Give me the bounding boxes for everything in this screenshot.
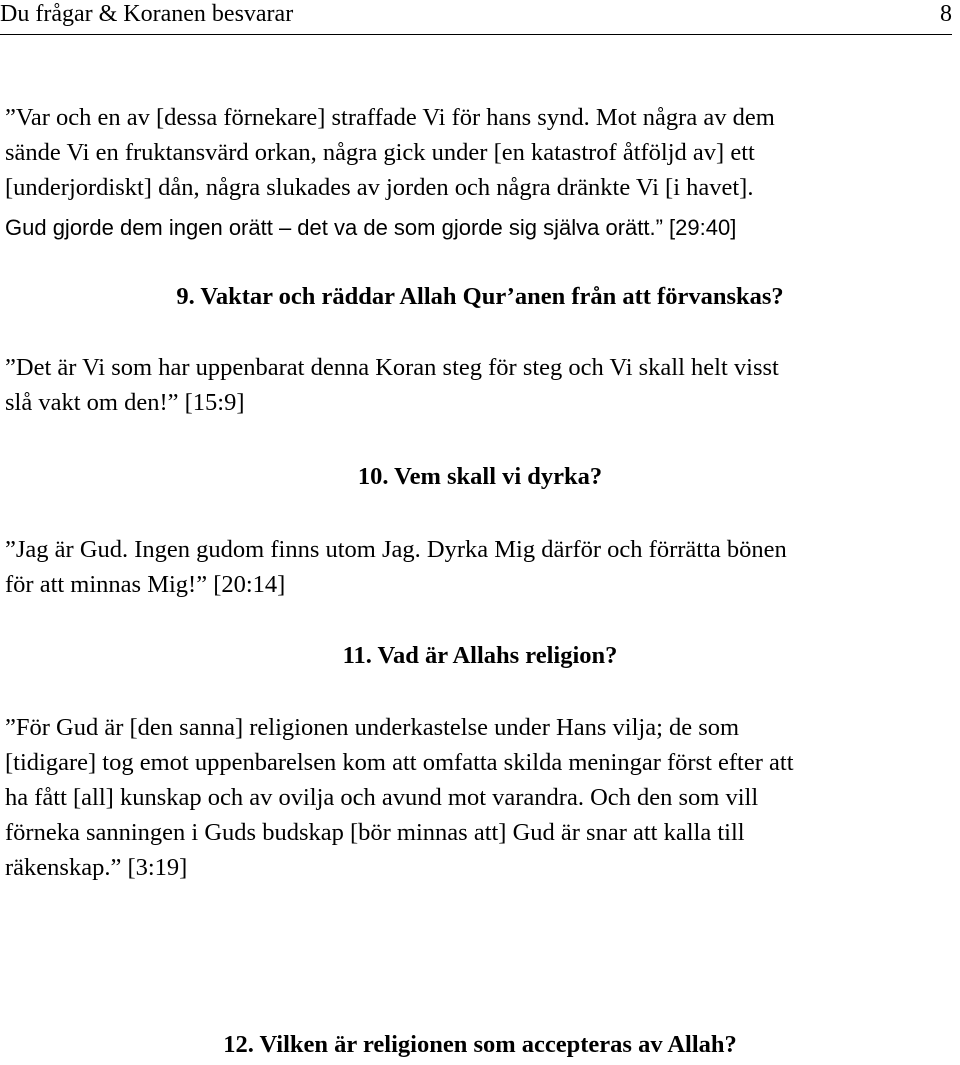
quote-15-9: ”Det är Vi som har uppenbarat denna Koran steg för steg och Vi skall helt visst slå vakt om den!” [15:9] [5, 354, 779, 416]
page-header [0, 0, 952, 35]
page-number: 8 [940, 1, 952, 27]
quote-29-40-part1: ”Var och en av [dessa förnekare] straffade Vi för hans synd. Mot några av dem sände Vi en fruktansvärd orkan, några gick under [en katastrof åtföljd av] ett [underjordiskt] dån, några slukades av jorden och några dränkte Vi [i havet]. [5, 104, 775, 201]
heading-question-9: 9. Vaktar och räddar Allah Qur’anen från att förvanskas? [176, 283, 784, 310]
heading-question-10: 10. Vem skall vi dyrka? [357, 463, 603, 490]
quote-20-14: ”Jag är Gud. Ingen gudom finns utom Jag. Dyrka Mig därför och förrätta bönen för att minnas Mig!” [20:14] [5, 536, 787, 598]
header-title: Du frågar & Koranen besvarar [0, 1, 294, 27]
quote-29-40-part2: Gud gjorde dem ingen orätt – det va de som gjorde sig själva orätt.” [29:40] [5, 215, 737, 240]
quote-3-19: ”För Gud är [den sanna] religionen underkastelse under Hans vilja; de som [tidigare] tog emot uppenbarelsen kom att omfatta skilda meningar först efter att ha fått [all] kunskap och av ovilja och avund mot varandra. Och den som vill förneka sanningen i Guds budskap [bör minnas att] Gud är snar att kalla till räkenskap.” [3:19] [5, 714, 794, 881]
heading-question-11: 11. Vad är Allahs religion? [342, 642, 618, 669]
heading-question-12: 12. Vilken är religionen som accepteras av Allah? [223, 1031, 737, 1058]
